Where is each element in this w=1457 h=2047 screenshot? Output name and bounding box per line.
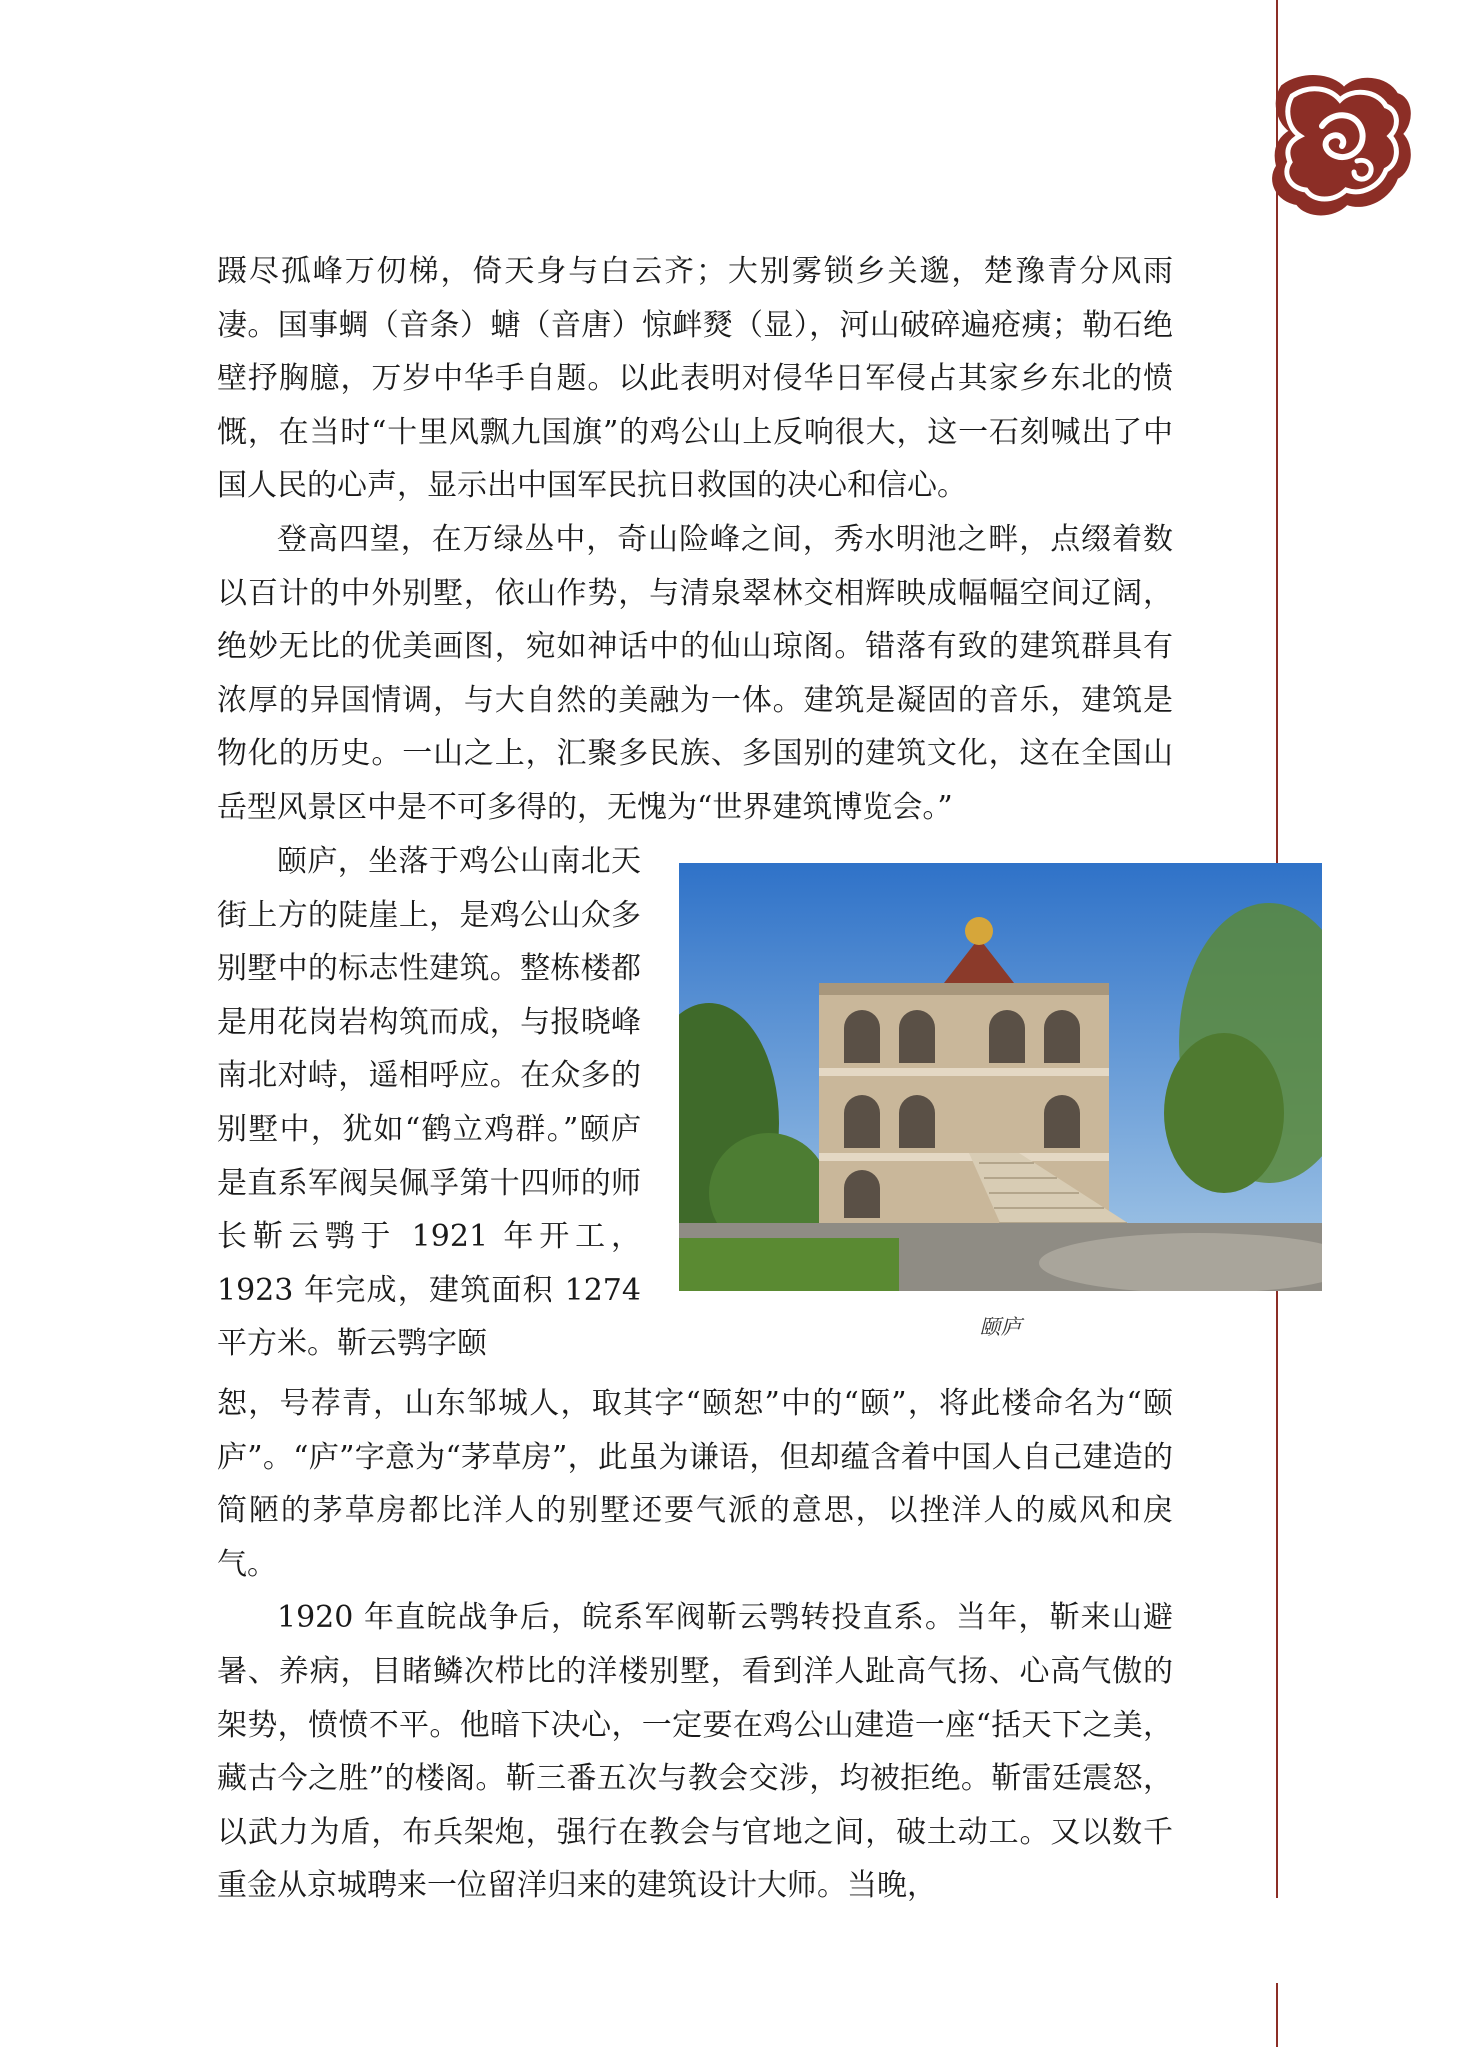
paragraph-poem: 蹑尽孤峰万仞梯，倚天身与白云齐；大别雾锁乡关邈，楚豫青分风雨凄。国事蜩（音条）螗（音唐）惊衅燹（显），河山破碎遍疮痍；勒石绝壁抒胸臆，万岁中华手自题。以此表明对侵华日军侵占其家乡东北的愤慨，在当时“十里风飘九国旗”的鸡公山上反响很大，这一石刻喊出了中国人民的心声，显示出中国军民抗日救国的决心和信心。 <box>217 254 1173 504</box>
paragraph-architecture: 登高四望，在万绿丛中，奇山险峰之间，秀水明池之畔，点缀着数以百计的中外别墅，依山作势，与清泉翠林交相辉映成幅幅空间辽阔，绝妙无比的优美画图，宛如神话中的仙山琼阁。错落有致的建筑群具有浓厚的异国情调，与大自然的美融为一体。建筑是凝固的音乐，建筑是物化的历史。一山之上，汇聚多民族、多国别的建筑文化，这在全国山岳型风景区中是不可多得的，无愧为“世界建筑博览会。” <box>217 521 1173 825</box>
paragraph-yilu: 颐庐，坐落于鸡公山南北天街上方的陡崖上，是鸡公山众多别墅中的标志性建筑。整栋楼都是用花岗岩构筑而成，与报晓峰南北对峙，遥相呼应。在众多的别墅中，犹如“鹤立鸡群。”颐庐是直系军阀吴佩孚第十四师的师长靳云鹗于 1921 年开工，1923 年完成，建筑面积 1274 平方米。靳云鹗字颐 <box>217 844 641 1362</box>
margin-rule-bottom <box>1276 1983 1278 2047</box>
paragraph-history: 1920 年直皖战争后，皖系军阀靳云鹗转投直系。当年，靳来山避暑、养病，目睹鳞次栉比的洋楼别墅，看到洋人趾高气扬、心高气傲的架势，愤愤不平。他暗下决心，一定要在鸡公山建造一座“括天下之美，藏古今之胜”的楼阁。靳三番五次与教会交涉，均被拒绝。靳雷廷震怒，以武力为盾，布兵架炮，强行在教会与官地之间，破土动工。又以数千重金从京城聘来一位留洋归来的建筑设计大师。当晚， <box>217 1600 1173 1904</box>
body-text-top <box>217 245 1173 835</box>
building-photo <box>679 863 1322 1291</box>
photo-caption: 颐庐 <box>979 1315 1022 1339</box>
paragraph-continuation: 恕，号荐青，山东邹城人，取其字“颐恕”中的“颐”，将此楼命名为“颐庐”。“庐”字意为“茅草房”，此虽为谦语，但却蕴含着中国人自己建造的简陋的茅草房都比洋人的别墅还要气派的意思，以挫洋人的威风和戾气。 <box>217 1386 1173 1582</box>
body-text-bottom <box>217 1377 1173 1913</box>
cloud-scroll-icon <box>1262 66 1417 226</box>
